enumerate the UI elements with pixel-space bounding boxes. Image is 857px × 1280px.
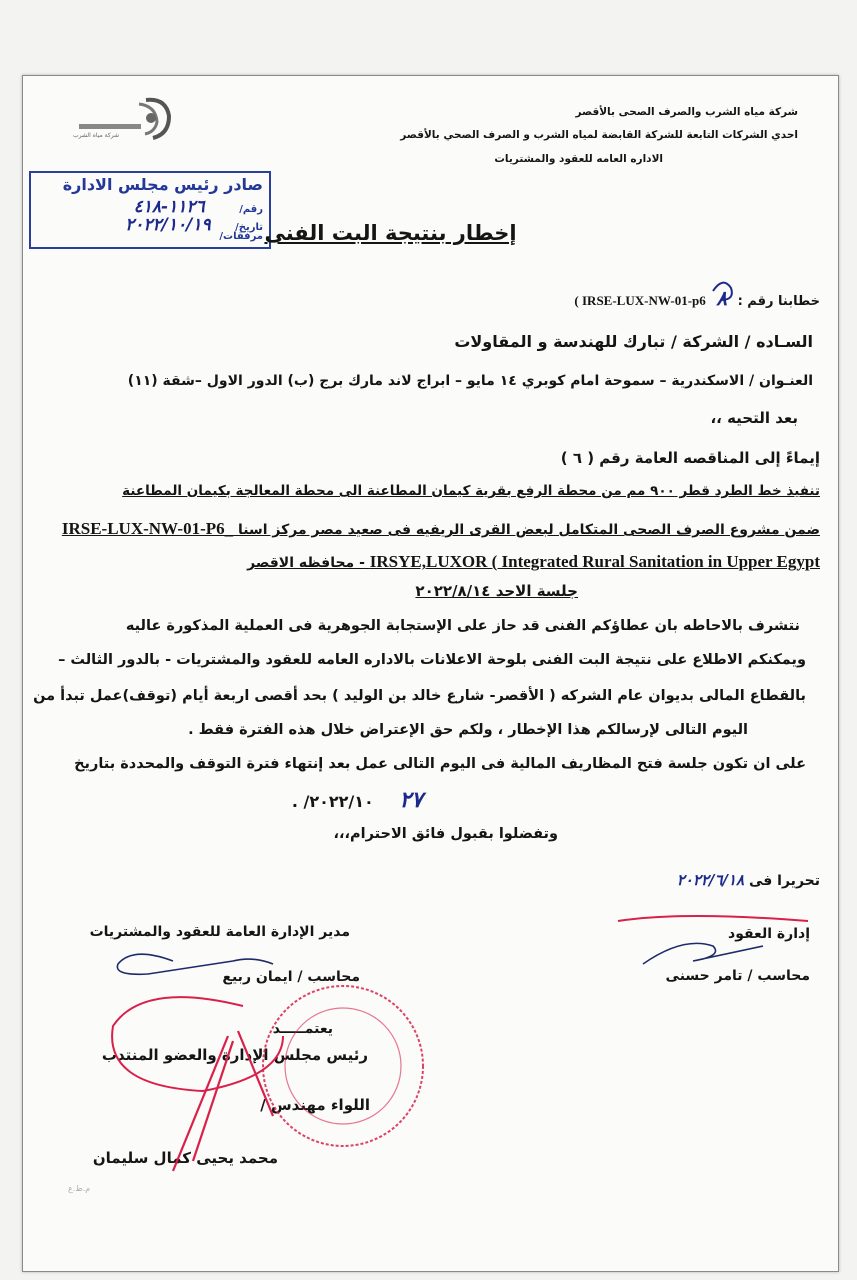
closing: وتفضلوا بقبول فائق الاحترام،،، <box>333 826 558 842</box>
project-code: IRSE-LUX-NW-01-P6_ <box>61 519 234 538</box>
accountant-left: محاسب / ايمان ربيع <box>222 969 360 985</box>
paragraph-4: اليوم التالى لإرسالكم هذا الإخطار ، ولكم حق الإعتراض خلال هذه الفترة فقط . <box>188 722 748 738</box>
addressee-line: السـاده / الشركة / تبارك للهندسة و المقاولات <box>454 332 813 351</box>
handwritten-day: ٢٧ <box>399 788 423 813</box>
project-english-name: IRSYE,LUXOR ( Integrated Rural Sanitation in Upper Egypt <box>369 552 820 571</box>
accountant-right: محاسب / تامر حسنى <box>665 968 810 984</box>
letter-page <box>22 75 839 1272</box>
chairman-name: محمد يحيى كمال سليمان <box>92 1149 278 1167</box>
left-signature <box>117 954 273 974</box>
stamp-attachments-label: مرفقات/ <box>219 231 263 242</box>
chairman-title: رئيس مجلس الإدارة والعضو المنتدب <box>101 1046 368 1064</box>
financial-date-printed: ٢٠٢٢/١٠/ . <box>291 792 374 811</box>
general-engineer-title: اللواء مهندس / <box>260 1096 370 1114</box>
red-signature-strokes <box>173 1031 273 1171</box>
letter-ref-label: خطابنا رقم : <box>737 294 820 309</box>
blue-ref-mark <box>713 283 732 300</box>
stamp-number-label: رقم/ <box>239 204 263 215</box>
address-line: العنـوان / الاسكندرية – سموحة امام كوبري ١٤ مايو – ابراج لاند مارك برج (ب) الدور الاول –شقة (١١) <box>127 373 813 389</box>
red-underline <box>618 916 808 921</box>
letter-ref-value: ( IRSE-LUX-NW-01-p6 <box>574 293 706 308</box>
project-governorate: - محافظه الاقصر <box>247 555 365 571</box>
company-affiliation: احدي الشركات التابعة للشركة القابضة لمياه الشرب و الصرف الصحي بالأقصر <box>400 129 798 141</box>
greeting: بعد التحيه ،، <box>710 409 798 427</box>
paragraph-1: نتشرف بالاحاطه بان عطاؤكم الفنى قد حاز على الإستجابة الجوهرية فى العملية المذكورة عاليه <box>125 618 800 634</box>
stamp-title: صادر رئيس مجلس الادارة <box>62 175 263 194</box>
stamp-date-value: ٢٠٢٢/١٠/١٩ <box>125 215 211 235</box>
general-manager-title: مدير الإدارة العامة للعقود والمشتريات <box>89 924 350 940</box>
session-date: جلسة الاحد ٢٠٢٢/٨/١٤ <box>415 582 578 600</box>
paragraph-3: بالقطاع المالى بديوان عام الشركه ( الأقصر- شارع خالد بن الوليد ) بحد أقصى اربعة أيام (توقف)عمل تبدأ من <box>33 688 806 704</box>
document-title: إخطار بنتيجة البت الفنى <box>264 221 517 245</box>
paragraph-2: ويمكنكم الاطلاع على نتيجة البت الفنى بلوحة الاعلانات بالاداره العامه للعقود والمشتريات - بالدور الثالث – <box>58 652 806 668</box>
footer-mark: م.ط.ع <box>68 1184 91 1193</box>
letter-ref-handwritten: ٨ <box>716 286 728 310</box>
project-line-2: ضمن مشروع الصرف الصحى المتكامل لبعض القرى الريفيه فى صعيد مصر مركز اسنا <box>238 522 820 538</box>
issue-date-value: ٢٠٢٢/٦/١٨ <box>676 871 745 889</box>
approved-label: يعتمـــــد <box>272 1021 333 1037</box>
stamp-date-label: تاريخ/ <box>235 222 263 233</box>
red-round-seal <box>263 986 423 1146</box>
department-name: الاداره العامه للعقود والمشتريات <box>494 153 663 165</box>
tender-reference: إيماءً إلى المناقصه العامة رقم ( ٦ ) <box>560 449 820 467</box>
right-signature <box>643 943 763 964</box>
company-name: شركة مياه الشرب والصرف الصحى بالأقصر <box>575 106 798 118</box>
logo-text: شركة مياه الشرب <box>73 132 120 139</box>
issue-date-label: تحريرا فى <box>748 873 820 889</box>
paragraph-5: على ان تكون جلسة فتح المظاريف المالية فى اليوم التالى عمل بعد إنتهاء فترة التوقف والمحددة بتاريخ <box>74 756 806 772</box>
contracts-department: إدارة العقود <box>728 926 810 942</box>
project-line-1: تنفيذ خط الطرد قطر ٩٠٠ مم من محطة الرفع بقرية كيمان المطاعنة الى محطة المعالجة بكيمان المطاعنة <box>122 483 820 499</box>
stamp-number-value: ١١٢٦-٤١٨ <box>133 197 205 217</box>
ink-marks <box>23 76 838 1271</box>
